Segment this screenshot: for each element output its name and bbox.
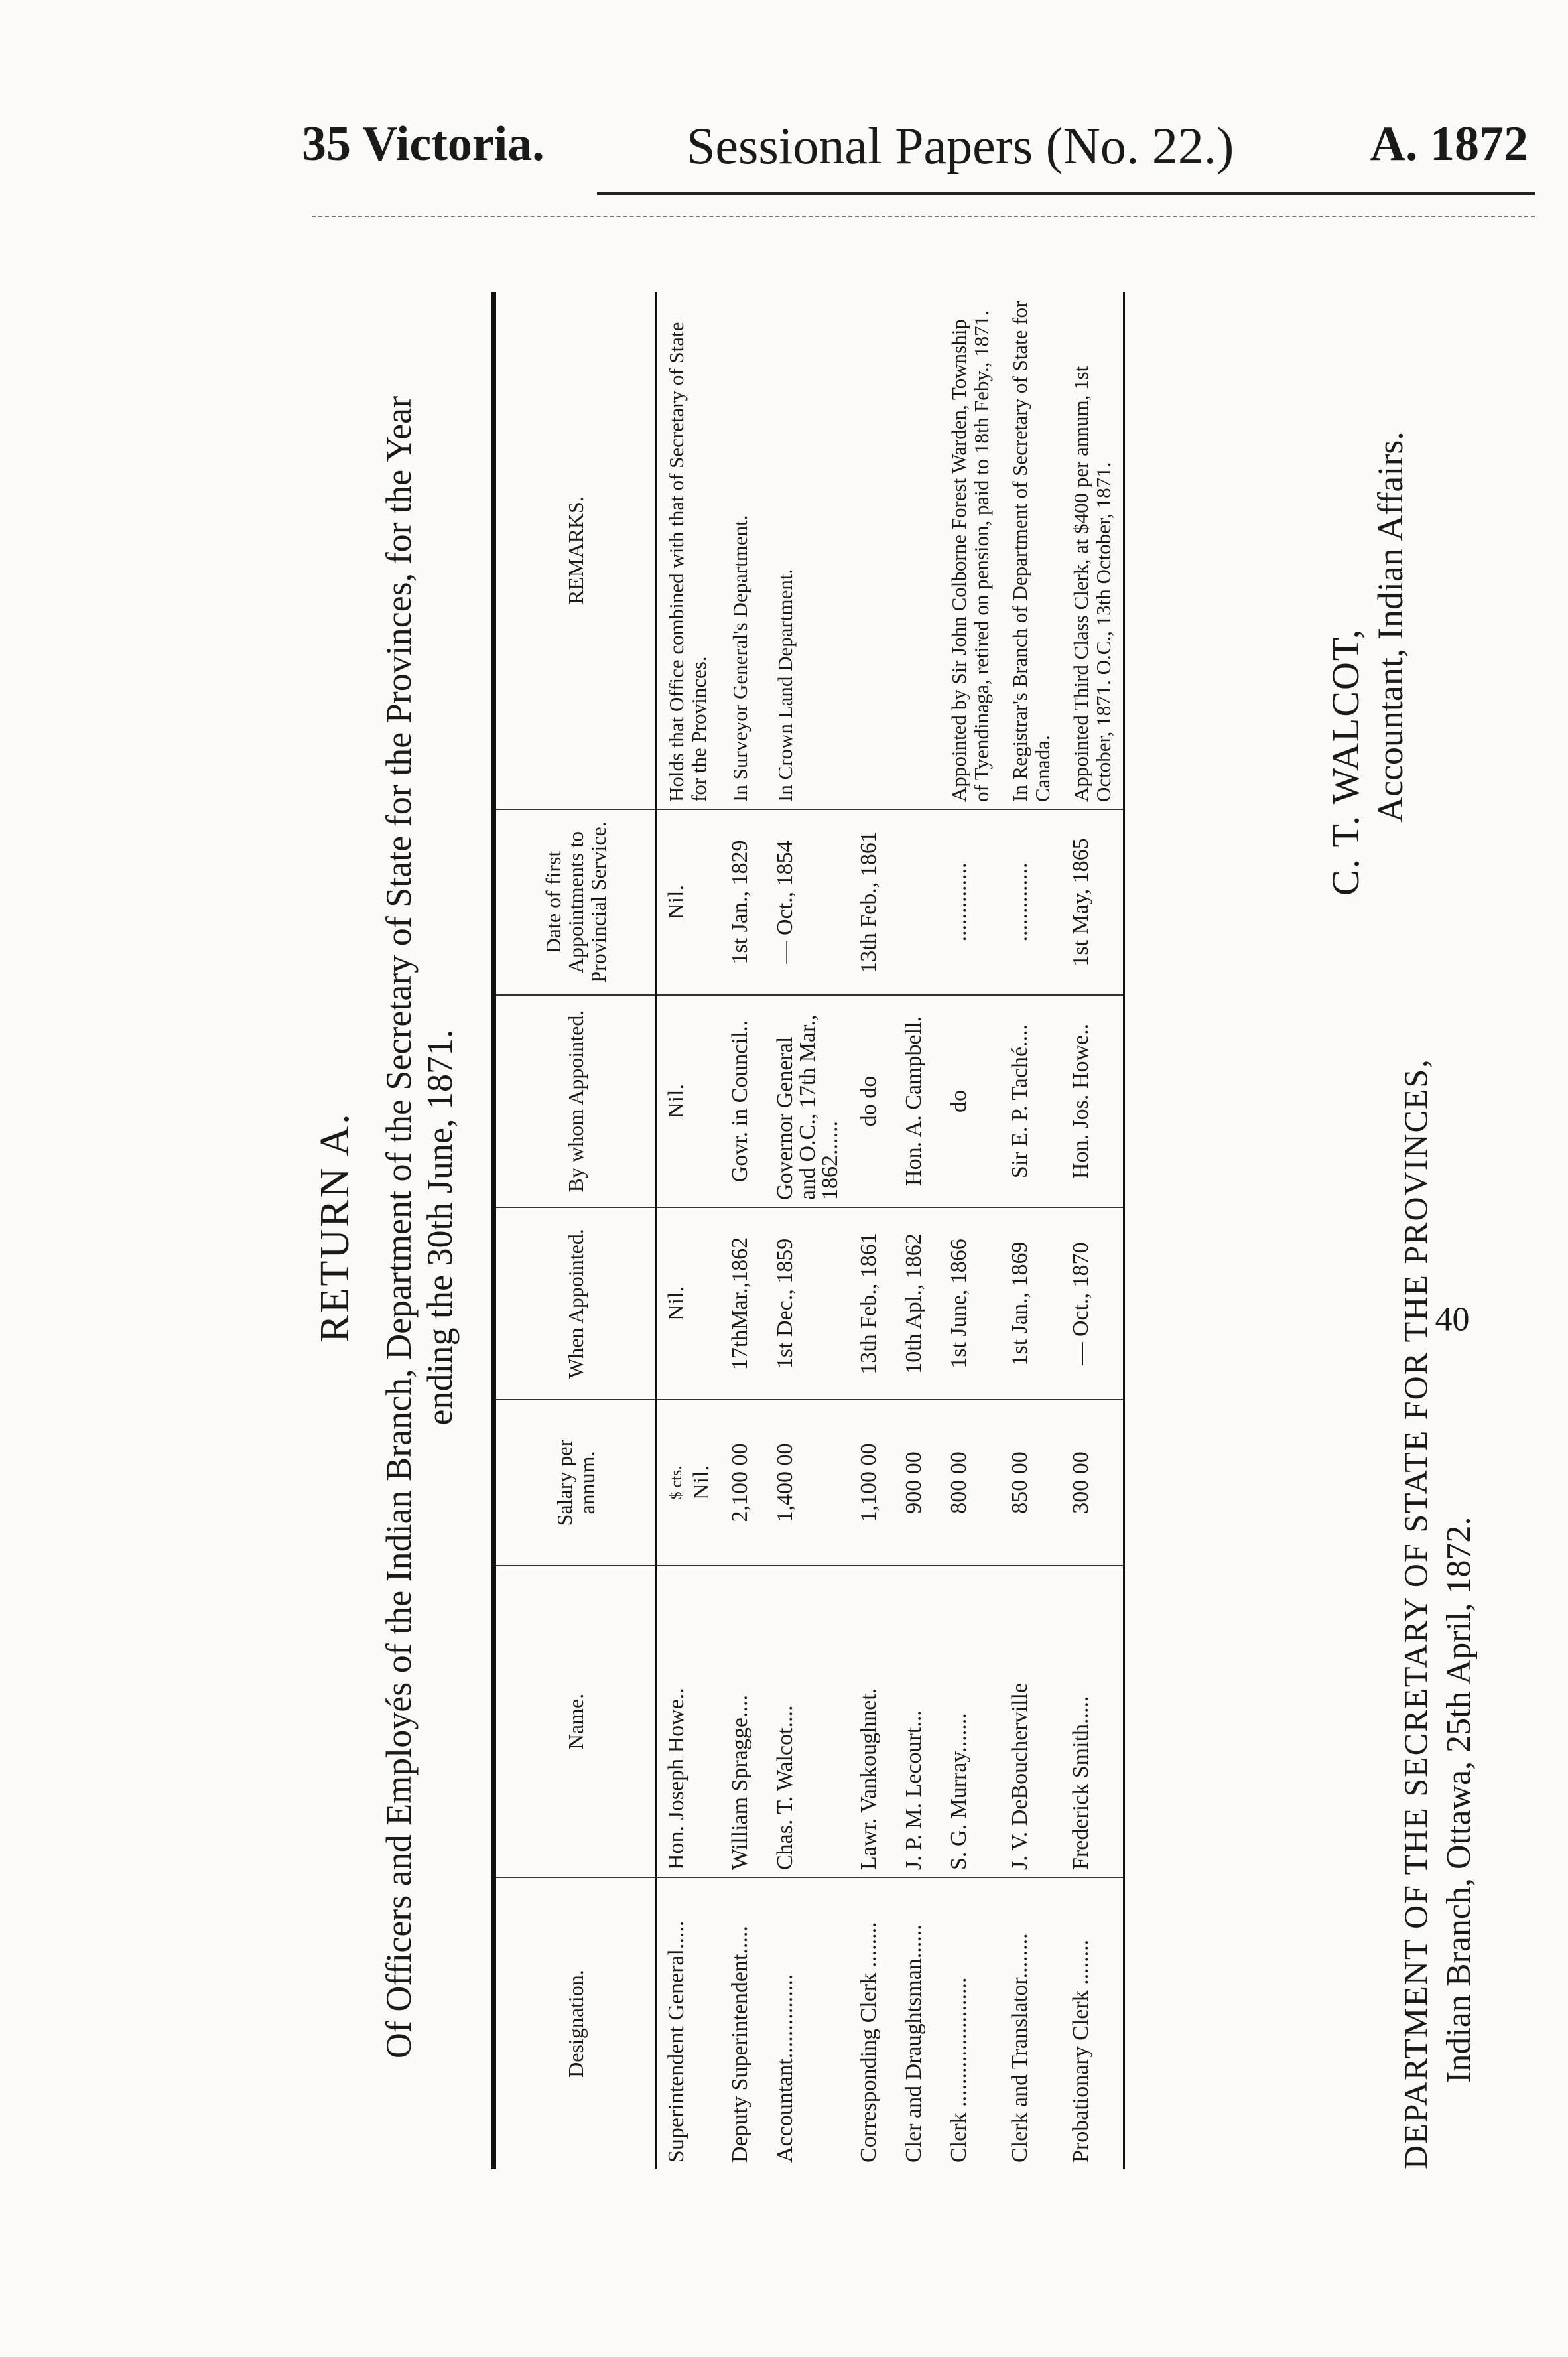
- name-cell: Frederick Smith.....: [1062, 1566, 1124, 1877]
- by-whom-cell: Hon. Jos. Howe..: [1062, 995, 1124, 1207]
- name-cell: Hon. Joseph Howe..: [657, 1566, 722, 1877]
- col-name: Name.: [493, 1566, 657, 1877]
- remarks-cell: [895, 292, 940, 809]
- return-subtitle: [378, 265, 460, 2189]
- rotated-return-page: [292, 265, 1512, 2189]
- when-cell: 10th Apl., 1862: [895, 1207, 940, 1400]
- subtitle-line-1: Of Officers and Employés of the Indian Branch, Department of the Secretary of State for the Provinces, for the Year: [379, 395, 419, 2059]
- remarks-cell: In Surveyor General's Department.: [721, 292, 766, 809]
- by-whom-cell: Hon. A. Campbell.: [895, 995, 940, 1207]
- table-row: [657, 292, 722, 2169]
- salary-cell: 300 00: [1062, 1400, 1124, 1566]
- header-year: A. 1872: [1370, 117, 1528, 171]
- name-cell: J. V. DeBoucherville: [1001, 1566, 1062, 1877]
- first-appt-cell: — Oct., 1854: [766, 809, 850, 995]
- header-rule: [597, 192, 1535, 195]
- footer-place-date: Indian Branch, Ottawa, 25th April, 1872.: [1440, 1516, 1478, 2083]
- salary-cell: 800 00: [940, 1400, 1001, 1566]
- salary-unit: $ cts.: [668, 1465, 685, 1500]
- salary-cell: 900 00: [895, 1400, 940, 1566]
- signature-title: Accountant, Indian Affairs.: [1370, 431, 1410, 823]
- by-whom-cell: Governor General and O.C., 17th Mar., 1862......: [766, 995, 850, 1207]
- designation-cell: Deputy Superintendent.....: [728, 1926, 752, 2163]
- table-row: [1001, 292, 1062, 2169]
- remarks-cell: In Registrar's Branch of Department of Secretary of State for Canada.: [1001, 292, 1062, 809]
- designation-cell: Accountant...............: [773, 1974, 797, 2163]
- when-cell: 1st June, 1866: [940, 1207, 1001, 1400]
- designation-cell: Cler and Draughtsman......: [901, 1924, 926, 2163]
- name-cell: Lawr. Vankoughnet.: [850, 1566, 895, 1877]
- page-number: 40: [1435, 1300, 1470, 1339]
- table-row: [895, 292, 940, 2169]
- salary-cell: [657, 1400, 722, 1566]
- table-row: [766, 292, 850, 2169]
- designation-cell: Corresponding Clerk ........: [856, 1922, 881, 2163]
- by-whom-cell: Nil.: [657, 995, 722, 1207]
- first-appt-cell: ..............: [940, 809, 1001, 995]
- designation-cell: Clerk .......................: [947, 1977, 971, 2163]
- by-whom-cell: Sir E. P. Taché....: [1001, 995, 1062, 1207]
- when-cell: 1st Jan., 1869: [1001, 1207, 1062, 1400]
- designation-cell: Superintendent General.....: [664, 1920, 688, 2163]
- name-cell: S. G. Murray.......: [940, 1566, 1001, 1877]
- table-row: [721, 292, 766, 2169]
- col-salary: Salary per annum.: [493, 1400, 657, 1566]
- salary-cell: 2,100 00: [721, 1400, 766, 1566]
- salary-cell: 850 00: [1001, 1400, 1062, 1566]
- first-appt-cell: 13th Feb., 1861: [850, 809, 895, 995]
- by-whom-cell: Govr. in Council..: [721, 995, 766, 1207]
- table-row: [1062, 292, 1124, 2169]
- remarks-cell: Appointed Third Class Clerk, at $400 per annum, 1st October, 1871. O.C., 13th October, 1871.: [1062, 292, 1124, 809]
- by-whom-cell: do do: [850, 995, 895, 1207]
- when-cell: 1st Dec., 1859: [766, 1207, 850, 1400]
- when-cell: 13th Feb., 1861: [850, 1207, 895, 1400]
- when-cell: — Oct., 1870: [1062, 1207, 1124, 1400]
- designation-cell: Probationary Clerk ........: [1062, 1877, 1124, 2169]
- by-whom-cell: do: [940, 995, 1001, 1207]
- first-appt-cell: 1st May, 1865: [1062, 809, 1124, 995]
- signature-name: C. T. WALCOT,: [1324, 628, 1367, 896]
- col-remarks: REMARKS.: [493, 292, 657, 809]
- when-cell: 17thMar.,1862: [721, 1207, 766, 1400]
- remarks-cell: [850, 292, 895, 809]
- col-by-whom: By whom Appointed.: [493, 995, 657, 1207]
- salary-cell: 1,100 00: [850, 1400, 895, 1566]
- table-row: [940, 292, 1001, 2169]
- header-sessional-papers: Sessional Papers (No. 22.): [686, 117, 1234, 174]
- col-first-appointment: Date of first Appointments to Provincial Service.: [493, 809, 657, 995]
- first-appt-cell: [895, 809, 940, 995]
- col-designation: Designation.: [493, 1877, 657, 2169]
- name-cell: Chas. T. Walcot....: [766, 1566, 850, 1877]
- header-session: 35 Victoria.: [302, 117, 545, 171]
- col-when-appointed: When Appointed.: [493, 1207, 657, 1400]
- first-appt-cell: 1st Jan., 1829: [721, 809, 766, 995]
- footer-department: DEPARTMENT OF THE SECRETARY OF STATE FOR THE PROVINCES,: [1397, 1058, 1434, 2169]
- first-appt-cell: ..............: [1001, 809, 1062, 995]
- remarks-cell: Holds that Office combined with that of Secretary of State for the Provinces.: [657, 292, 722, 809]
- designation-cell: Clerk and Translator........: [1008, 1933, 1032, 2163]
- table-header-row: [493, 292, 657, 2169]
- salary-cell: 1,400 00: [766, 1400, 850, 1566]
- when-cell: Nil.: [657, 1207, 722, 1400]
- salary-value: Nil.: [689, 1465, 714, 1500]
- subtitle-line-2: ending the 30th June, 1871.: [420, 1029, 460, 1426]
- remarks-cell: Appointed by Sir John Colborne Forest Warden, Township of Tyendinaga, retired on pension, paid to 18th Feby., 1871.: [940, 292, 1001, 809]
- officers-table: [491, 292, 1125, 2169]
- return-title: RETURN A.: [312, 1112, 358, 1343]
- table-row: [850, 292, 895, 2169]
- name-cell: William Spragge....: [721, 1566, 766, 1877]
- remarks-cell: In Crown Land Department.: [766, 292, 850, 809]
- first-appt-cell: Nil.: [657, 809, 722, 995]
- header-dashed-rule: [312, 216, 1535, 217]
- name-cell: J. P. M. Lecourt...: [895, 1566, 940, 1877]
